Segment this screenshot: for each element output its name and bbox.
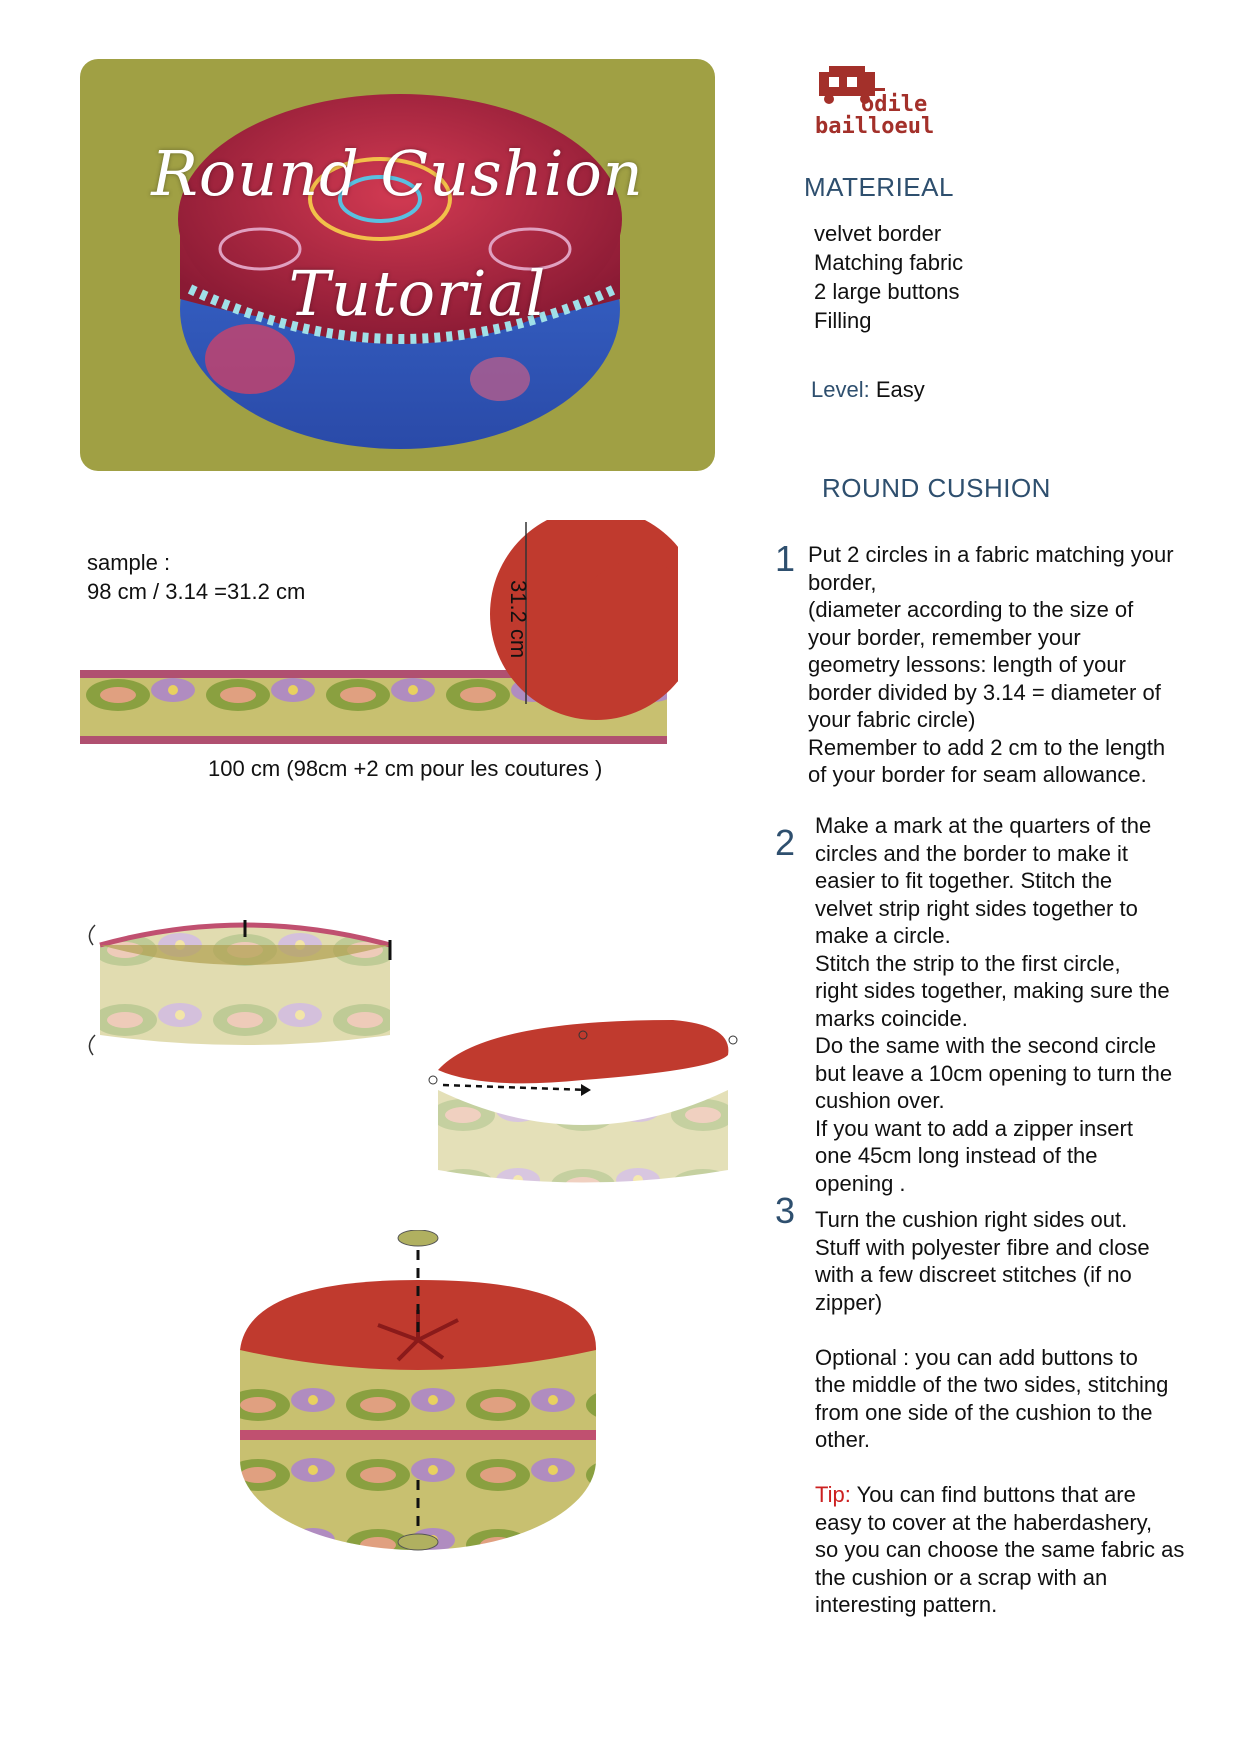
optional-line: Optional : you can add buttons to (815, 1344, 1138, 1370)
tip-text: You can find buttons that are (850, 1482, 1136, 1507)
level-value: Easy (875, 377, 925, 402)
diagram-circle-border (78, 520, 678, 750)
step-line: with a few discreet stitches (if no (815, 1262, 1132, 1287)
button-icon (398, 1534, 438, 1550)
hero-title-line2: Tutorial (288, 257, 547, 330)
hero-title-line1: Round Cushion (151, 137, 644, 210)
logo-line1: odile (861, 92, 928, 117)
step-line: If you want to add a zipper insert (815, 1115, 1133, 1141)
step-line: border divided by 3.14 = diameter of (808, 679, 1161, 705)
tip-first-line (815, 1481, 1184, 1509)
step-line: marks coincide. (815, 1005, 968, 1031)
step-1-text (808, 541, 1174, 789)
step-line: velvet strip right sides together to (815, 895, 1138, 921)
step-line: Turn the cushion right sides out. (815, 1207, 1128, 1232)
brand-logo (815, 60, 975, 140)
step-number-2: 2 (775, 822, 796, 863)
optional-line: other. (815, 1427, 871, 1452)
tip-line: the cushion or a scrap with an (815, 1564, 1108, 1590)
step-line: one 45cm long instead of the (815, 1143, 1098, 1168)
step-line: of your border for seam allowance. (808, 762, 1147, 787)
material-item: velvet border (814, 221, 942, 246)
step-number-1: 1 (775, 538, 796, 579)
step-line: easier to fit together. Stitch the (815, 868, 1113, 893)
sample-line2: 98 cm / 3.14 =31.2 cm (87, 579, 306, 604)
step-line: but leave a 10cm opening to turn the (815, 1060, 1173, 1086)
step-line: Stitch the strip to the first circle, (815, 950, 1121, 976)
tip-line: interesting pattern. (815, 1592, 998, 1617)
button-icon (398, 1230, 438, 1246)
step-3-text (815, 1206, 1184, 1619)
step-line: geometry lessons: length of your (808, 652, 1126, 677)
step-line: Stuff with polyester fibre and close (815, 1234, 1150, 1260)
diameter-label: 31.2 cm (506, 580, 531, 659)
section-heading: ROUND CUSHION (822, 473, 1051, 503)
material-item: 2 large buttons (814, 279, 960, 304)
material-heading: MATERIEAL (804, 172, 954, 202)
optional-line: from one side of the cushion to the (815, 1399, 1153, 1425)
logo-line2: bailloeul (815, 114, 935, 139)
step-line: your fabric circle) (808, 707, 976, 732)
step-line: Do the same with the second circle (815, 1033, 1157, 1058)
step-line: Remember to add 2 cm to the length (808, 734, 1166, 760)
diagram-strip-loop (85, 915, 405, 1065)
hero-image (80, 59, 715, 471)
step-line: cushion over. (815, 1088, 945, 1113)
tip-line: so you can choose the same fabric as (815, 1537, 1185, 1562)
level-row (811, 375, 925, 404)
tip-label: Tip: (815, 1482, 851, 1507)
sample-line1: sample : (87, 550, 171, 575)
step-line: make a circle. (815, 923, 951, 948)
step-2-text (815, 812, 1172, 1197)
step-line: zipper) (815, 1289, 883, 1315)
step-line: border, (808, 569, 877, 595)
material-item: Filling (814, 308, 872, 333)
step-line: Make a mark at the quarters of the (815, 813, 1152, 838)
step-line: Put 2 circles in a fabric matching your (808, 542, 1174, 567)
step-number-3: 3 (775, 1190, 796, 1231)
diagram-stitch-circle (423, 1010, 743, 1190)
material-item: Matching fabric (814, 250, 964, 275)
step-line: (diameter according to the size of (808, 597, 1134, 622)
step-line: circles and the border to make it (815, 840, 1129, 866)
diagram-finished-cushion (218, 1230, 618, 1560)
step-line: right sides together, making sure the (815, 978, 1170, 1003)
border-caption: 100 cm (98cm +2 cm pour les coutures ) (208, 756, 603, 781)
step-line: your border, remember your (808, 624, 1081, 650)
step-line: opening . (815, 1170, 906, 1196)
level-label: Level: (811, 377, 870, 402)
optional-line: the middle of the two sides, stitching (815, 1372, 1169, 1397)
material-list (814, 219, 963, 335)
tip-line: easy to cover at the haberdashery, (815, 1509, 1153, 1535)
